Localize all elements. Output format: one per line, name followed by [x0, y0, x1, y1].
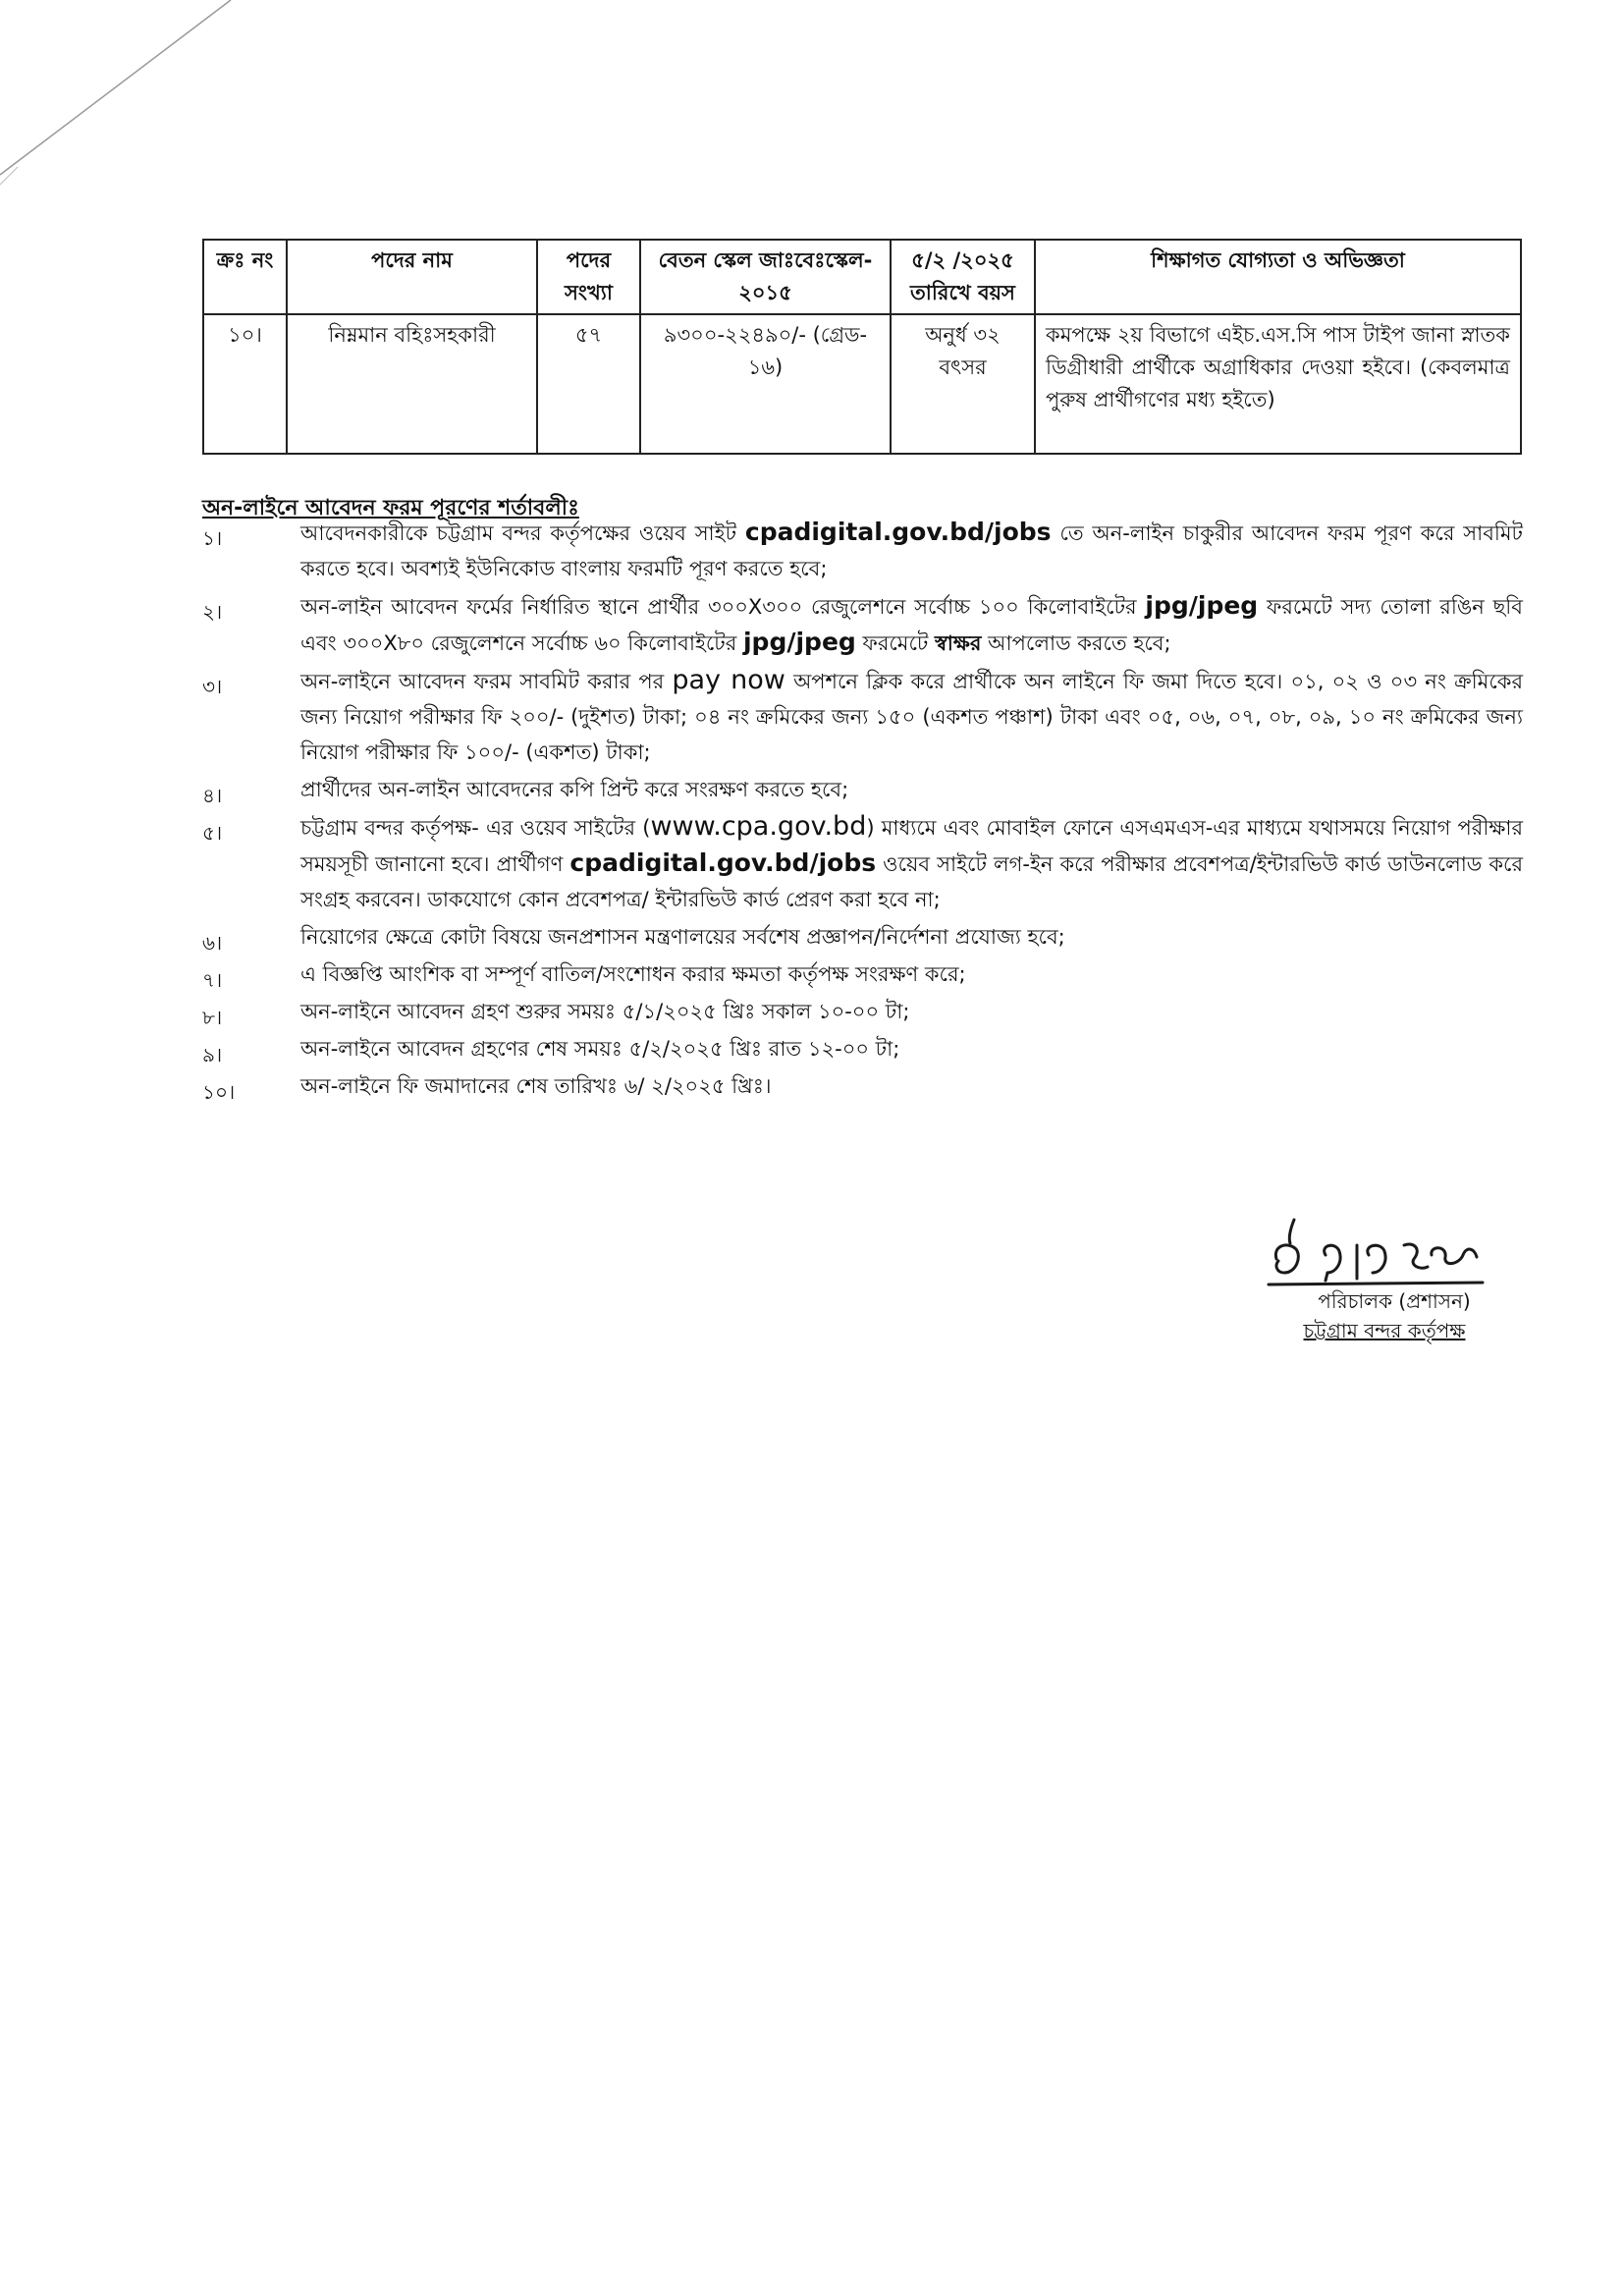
table-header-row: [203, 240, 1521, 314]
signature-block: [1237, 1216, 1532, 1345]
signatory-title: পরিচালক (প্রশাসন): [1318, 1289, 1471, 1313]
condition-number: ৭।: [202, 968, 223, 992]
condition-text: আবেদনকারীকে চট্টগ্রাম বন্দর কর্তৃপক্ষের ওয়েব সাইট: [300, 521, 745, 545]
cell-pay-scale: ৯৩০০-২২৪৯০/- (গ্রেড- ১৬): [640, 314, 891, 454]
header-post-name: পদের নাম: [287, 240, 537, 314]
cell-post-count: ৫৭: [537, 314, 640, 454]
condition-item-6: [202, 919, 1523, 955]
condition-number: ৯।: [202, 1043, 223, 1066]
page-fold-line: [0, 0, 255, 187]
condition-text: অন-লাইনে আবেদন ফরম সাবমিট করার পর: [300, 670, 673, 693]
condition-text: নিয়োগের ক্ষেত্রে কোটা বিষয়ে জনপ্রশাসন মন্ত্রণালয়ের সর্বশেষ প্রজ্ঞাপন/নির্দেশনা প্রযোজ্য হবে;: [300, 925, 1065, 949]
condition-item-9: [202, 1031, 1523, 1066]
condition-text: অন-লাইন আবেদন ফর্মের নির্ধারিত স্থানে প্রার্থীর ৩০০X৩০০ রেজুলেশনে সর্বোচ্চ ১০০ কিলোবাইটের: [300, 595, 1146, 619]
condition-number: ৪।: [202, 784, 223, 807]
header-qualification: শিক্ষাগত যোগ্যতা ও অভিজ্ঞতা: [1035, 240, 1521, 314]
photo-format: jpg/jpeg: [1145, 591, 1259, 620]
conditions-list: [202, 515, 1523, 1106]
cell-serial: ১০।: [203, 314, 287, 454]
condition-number: ৬।: [202, 931, 223, 955]
signatory-organization: চট্টগ্রাম বন্দর কর্তৃপক্ষ: [1303, 1319, 1466, 1342]
jobs-site-link[interactable]: cpadigital.gov.bd/jobs: [744, 518, 1052, 546]
table-row: [203, 314, 1521, 454]
condition-text: অন-লাইনে আবেদন গ্রহণ শুরুর সময়ঃ ৫/১/২০২৫ খ্রিঃ সকাল ১০-০০ টা;: [300, 1000, 910, 1023]
condition-item-5: [202, 809, 1523, 917]
condition-text: ) মাধ্যমে এবং মোবাইল ফোনে এসএমএস-এর মাধ্যমে যথাসময়ে নিয়োগ পরীক্ষার সময়সূচী জানানো হবে। প্রার্থীগণ: [300, 816, 1523, 876]
condition-item-1: [202, 515, 1523, 586]
cell-age: অনুর্ধ ৩২ বৎসর: [891, 314, 1035, 454]
condition-text: আপলোড করতে হবে;: [981, 631, 1171, 655]
cell-qualification: কমপক্ষে ২য় বিভাগে এইচ.এস.সি পাস টাইপ জানা স্নাতক ডিগ্রীধারী প্রার্থীকে অগ্রাধিকার দেওয়া হইবে। (কেবলমাত্র পুরুষ প্রার্থীগণের মধ্য হইতে): [1035, 314, 1521, 454]
condition-text: ফরমেটে সদ্য তোলা রঙিন ছবি এবং ৩০০X৮০ রেজুলেশনে সর্বোচ্চ ৬০ কিলোবাইটের: [300, 595, 1523, 655]
conditions-title: অন-লাইনে আবেদন ফরম পূরণের শর্তাবলীঃ: [202, 496, 579, 520]
condition-number: ৫।: [202, 821, 223, 845]
header-age: ৫/২ /২০২৫ তারিখে বয়স: [891, 240, 1035, 314]
condition-text: চট্টগ্রাম বন্দর কর্তৃপক্ষ- এর ওয়েব সাইটের (: [300, 816, 651, 840]
jobs-site-link[interactable]: cpadigital.gov.bd/jobs: [569, 848, 877, 877]
condition-text: অন-লাইনে আবেদন গ্রহণের শেষ সময়ঃ ৫/২/২০২৫ খ্রিঃ রাত ১২-০০ টা;: [300, 1037, 900, 1061]
condition-item-7: [202, 957, 1523, 992]
condition-number: ২।: [202, 600, 223, 624]
pay-now-option: pay now: [672, 665, 785, 695]
condition-text: অন-লাইনে ফি জমাদানের শেষ তারিখঃ ৬/ ২/২০২৫ খ্রিঃ।: [300, 1074, 772, 1098]
cpa-site-link[interactable]: www.cpa.gov.bd: [650, 811, 867, 842]
condition-text: এ বিজ্ঞপ্তি আংশিক বা সম্পূর্ণ বাতিল/সংশোধন করার ক্ষমতা কর্তৃপক্ষ সংরক্ষণ করে;: [300, 962, 966, 986]
condition-text: প্রার্থীদের অন-লাইন আবেদনের কপি প্রিন্ট করে সংরক্ষণ করতে হবে;: [300, 778, 849, 801]
header-serial: ক্রঃ নং: [203, 240, 287, 314]
condition-item-8: [202, 994, 1523, 1029]
condition-text: অপশনে ক্লিক করে প্রার্থীকে অন লাইনে ফি জমা দিতে হবে। ০১, ০২ ও ০৩ নং ক্রমিকের জন্য নিয়োগ পরীক্ষার ফি ২০০/- (দুইশত) টাকা; ০৪ নং ক্রমিকের জন্য ১৫০ (একশত পঞ্চাশ) টাকা এবং ০৫, ০৬, ০৭, ০৮, ০৯, ১০ নং ক্রমিকের জন্য নিয়োগ পরীক্ষার ফি ১০০/- (একশত) টাকা;: [300, 670, 1523, 764]
condition-text: ফরমেটে: [855, 631, 936, 655]
condition-item-2: [202, 588, 1523, 661]
condition-text: তে অন-লাইন চাকুরীর আবেদন ফরম পূরণ করে সাবমিট করতে হবে। অবশ্যই ইউনিকোড বাংলায় ফরমটি পূরণ করতে হবে;: [300, 521, 1523, 580]
cell-post-name: নিম্নমান বহিঃসহকারী: [287, 314, 537, 454]
condition-item-4: [202, 772, 1523, 807]
condition-number: ৩।: [202, 675, 223, 698]
signature-word: স্বাক্ষর: [935, 631, 982, 655]
header-pay-scale: বেতন স্কেল জাঃবেঃস্কেল- ২০১৫: [640, 240, 891, 314]
condition-item-10: [202, 1068, 1523, 1104]
signature-format: jpg/jpeg: [742, 628, 856, 656]
posts-table: [202, 239, 1522, 455]
condition-item-3: [202, 663, 1523, 770]
condition-text: ওয়েব সাইটে লগ-ইন করে পরীক্ষার প্রবেশপত্র/ইন্টারভিউ কার্ড ডাউনলোড করে সংগ্রহ করবেন। ডাকযোগে কোন প্রবেশপত্র/ ইন্টারভিউ কার্ড প্রেরণ করা হবে না;: [300, 852, 1524, 911]
condition-number: ১।: [202, 526, 223, 550]
header-post-count: পদের সংখ্যা: [537, 240, 640, 314]
condition-number: ১০।: [202, 1080, 236, 1104]
condition-number: ৮।: [202, 1006, 223, 1029]
handwritten-signature: [1267, 1216, 1492, 1286]
